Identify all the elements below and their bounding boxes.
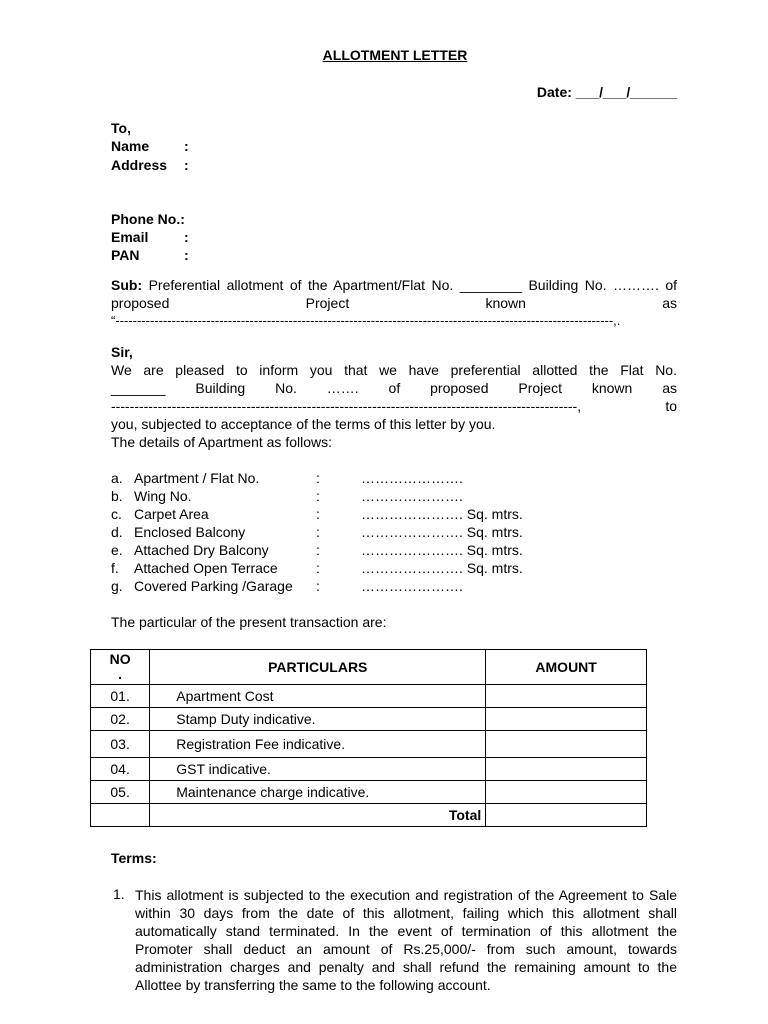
table-total-row [91,804,647,827]
address-colon: : [184,157,189,173]
date-line: Date: ___/___/______ [536,84,677,100]
header-amount: AMOUNT [486,650,647,685]
row-particular: GST indicative. [150,758,486,781]
detail-label: Carpet Area [134,506,209,522]
table-header-row [91,650,647,685]
row-amount [486,731,647,758]
term-text: This allotment is subjected to the execution and registration of the Agreement to Sale within 30 days from the date of this allotment, failing which this allotment shall automatically stand terminated. In the event of termination of this allotment the Promoter shall deduct an amount of Rs.25,000/- from such amount, towards administration charges and penalty and shall refund the remaining amount to the Allottee by transferring the same to the following account. [135,887,677,993]
body-line-5: The details of Apartment as follows: [111,434,332,450]
name-colon: : [184,138,189,154]
row-particular: Maintenance charge indicative. [150,781,486,804]
detail-value: …………………. Sq. mtrs. [361,506,523,522]
subject-line-2: proposed Project known as [111,295,677,311]
detail-colon: : [316,506,320,522]
detail-row [111,542,671,560]
detail-label: Attached Open Terrace [134,560,278,576]
detail-value: …………………. [361,470,463,486]
detail-row [111,524,671,542]
detail-value: …………………. [361,578,463,594]
detail-letter: d. [111,524,123,540]
row-amount [486,708,647,731]
to-label: To, [111,120,131,136]
detail-colon: : [316,488,320,504]
subject-label: Sub: [111,277,143,293]
row-no: 02. [91,708,150,731]
name-label: Name [111,138,150,154]
row-no: 05. [91,781,150,804]
detail-letter: g. [111,578,123,594]
address-label: Address [111,157,168,173]
body-line-4: you, subjected to acceptance of the terms of this letter by you. [111,416,496,432]
row-no: 03. [91,731,150,758]
transaction-intro: The particular of the present transaction are: [111,614,387,630]
detail-label: Wing No. [134,488,192,504]
body-line-2: _______ Building No. ……. of proposed Project known as [111,380,677,396]
table-row [91,685,647,708]
detail-colon: : [316,578,320,594]
detail-colon: : [316,542,320,558]
subject-text-1: Preferential allotment of the Apartment/Flat No. ________ Building No. ………. of [148,277,678,293]
detail-colon: : [316,560,320,576]
detail-colon: : [316,524,320,540]
page-title: ALLOTMENT LETTER [322,47,468,63]
subject-line-1 [111,277,677,293]
table-row [91,758,647,781]
term-number: 1. [113,886,125,902]
row-amount [486,758,647,781]
detail-colon: : [316,470,320,486]
detail-label: Enclosed Balcony [134,524,246,540]
body-line-3: ----------------------------------------------------------------------------------------------------, to [111,398,677,414]
row-amount [486,685,647,708]
pan-label: PAN [111,247,140,263]
detail-letter: a. [111,470,123,486]
email-label: Email [111,229,149,245]
table-row [91,708,647,731]
row-particular: Registration Fee indicative. [150,731,486,758]
detail-value: …………………. [361,488,463,504]
total-label: Total [150,804,486,827]
detail-value: …………………. Sq. mtrs. [361,560,523,576]
detail-letter: f. [111,560,119,576]
row-no: 01. [91,685,150,708]
detail-letter: e. [111,542,123,558]
detail-row [111,488,671,506]
detail-row [111,560,671,578]
detail-letter: b. [111,488,123,504]
salutation: Sir, [111,344,133,360]
row-no: 04. [91,758,150,781]
table-row [91,781,647,804]
subject-line-3: “-------------------------------------------------------------------------------------------------------------------,. [111,313,621,328]
detail-letter: c. [111,506,122,522]
pan-colon: : [184,247,189,263]
detail-row [111,578,671,596]
body-line-1: We are pleased to inform you that we have preferential allotted the Flat No. [111,362,677,378]
detail-row [111,506,671,524]
header-no: NO . [91,650,150,685]
terms-heading: Terms: [111,850,157,866]
phone-label: Phone No.: [111,211,185,227]
detail-value: …………………. Sq. mtrs. [361,524,523,540]
detail-label: Attached Dry Balcony [134,542,269,558]
row-amount [486,781,647,804]
transaction-table [90,649,647,827]
table-row [91,731,647,758]
detail-label: Covered Parking /Garage [134,578,293,594]
header-particulars: PARTICULARS [150,650,486,685]
total-no-cell [91,804,150,827]
row-particular: Apartment Cost [150,685,486,708]
detail-value: …………………. Sq. mtrs. [361,542,523,558]
row-particular: Stamp Duty indicative. [150,708,486,731]
total-amount [486,804,647,827]
detail-row [111,470,671,488]
email-colon: : [184,229,189,245]
detail-label: Apartment / Flat No. [134,470,260,486]
